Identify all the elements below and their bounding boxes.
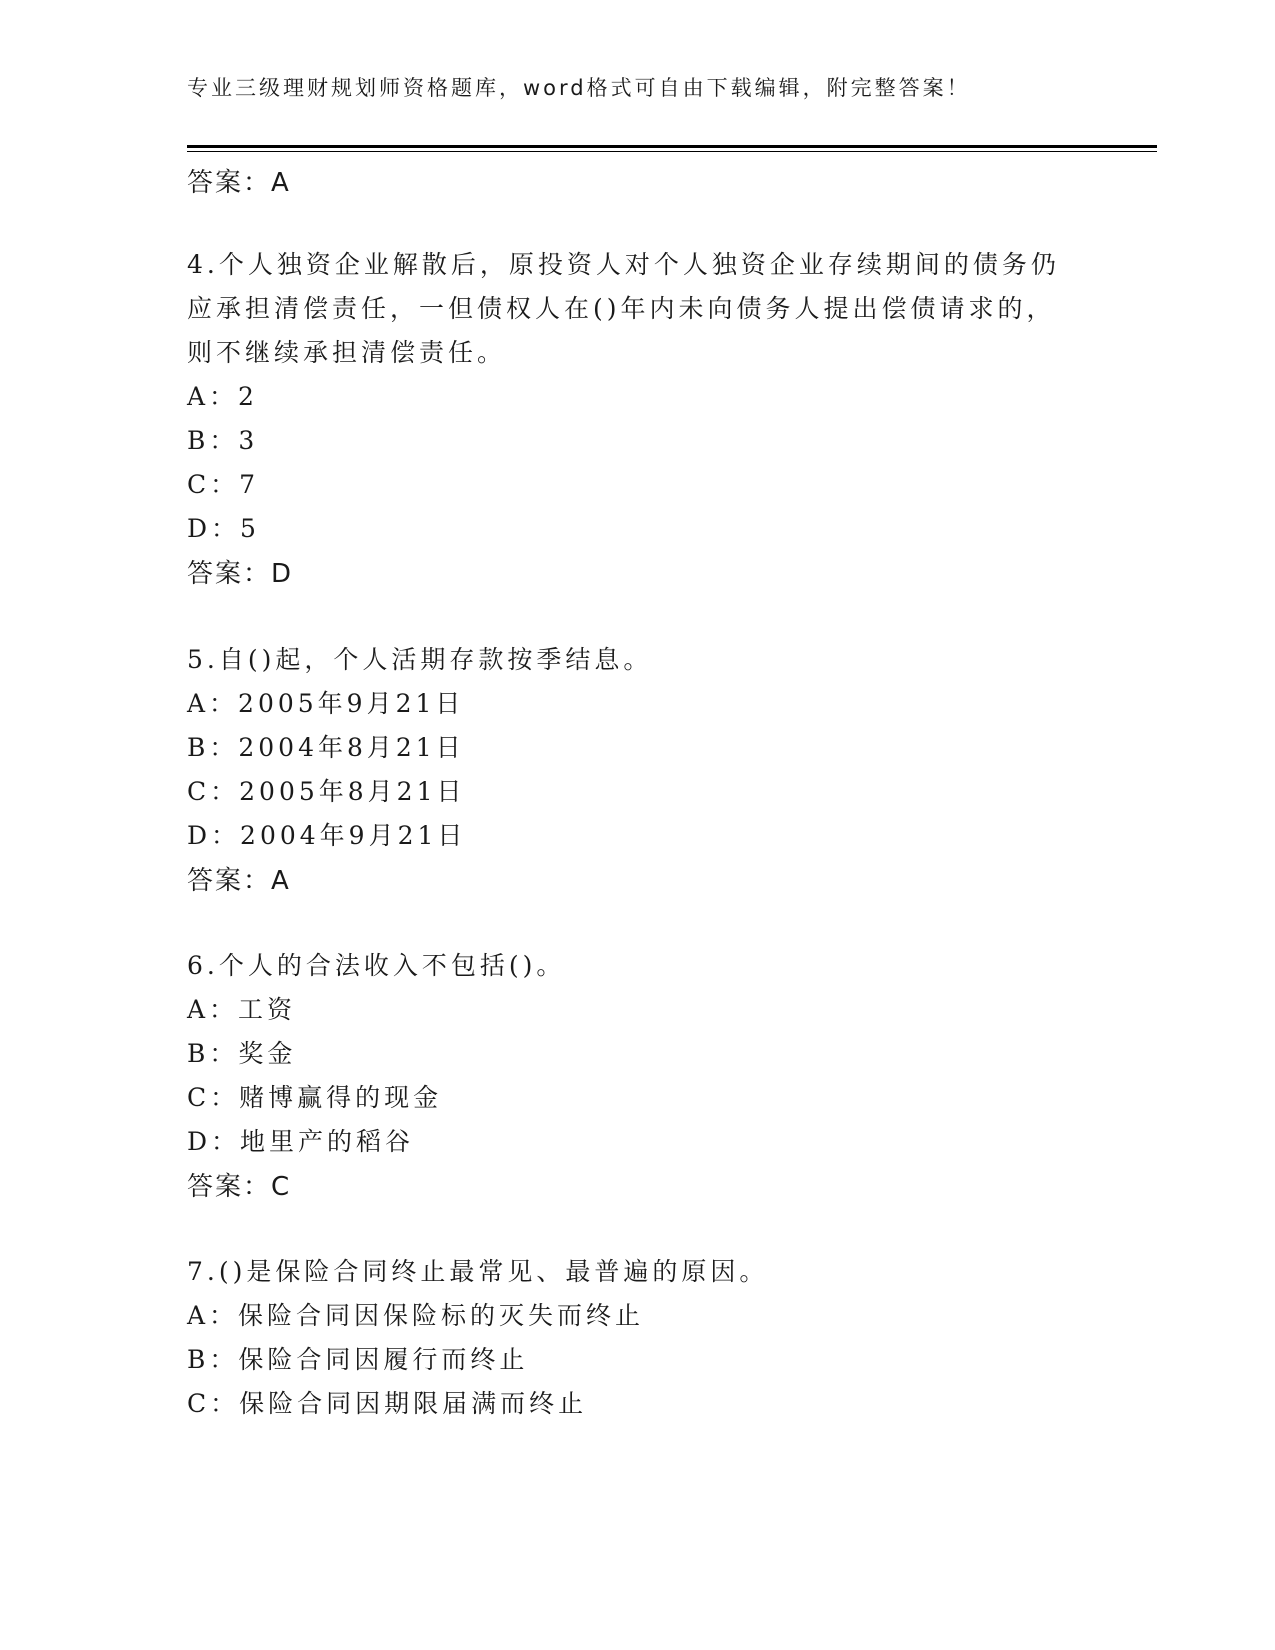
question-stem: 6.个人的合法收入不包括()。 [187,951,566,980]
option-d: D：2004年9月21日 [187,821,467,850]
option-b: B：3 [187,426,259,455]
option-c: C：2005年8月21日 [187,777,466,806]
answer-line: 答案：C [187,1172,292,1202]
option-b: B：保险合同因履行而终止 [187,1345,529,1374]
option-a: A：2005年9月21日 [187,689,465,718]
option-d: D：5 [187,514,260,543]
option-b: B：2004年8月21日 [187,733,465,762]
option-c: C：7 [187,470,260,499]
answer-line: 答案：A [187,168,291,198]
header-rule-thick [187,145,1157,148]
question-stem: 应承担清偿责任，一但债权人在()年内未向债务人提出偿债请求的， [187,294,1056,323]
answer-line: 答案：D [187,559,294,589]
option-a: A：2 [187,382,258,411]
option-d: D：地里产的稻谷 [187,1127,415,1156]
question-stem: 7.()是保险合同终止最常见、最普遍的原因。 [187,1257,769,1286]
answer-line: 答案：A [187,866,291,896]
option-a: A：保险合同因保险标的灭失而终止 [187,1301,645,1330]
question-stem: 4.个人独资企业解散后，原投资人对个人独资企业存续期间的债务仍 [187,250,1060,279]
option-c: C：保险合同因期限届满而终止 [187,1389,588,1418]
option-c: C：赌博赢得的现金 [187,1083,443,1112]
option-a: A：工资 [187,995,297,1024]
option-b: B：奖金 [187,1039,297,1068]
page-header: 专业三级理财规划师资格题库，word格式可自由下载编辑，附完整答案！ [187,76,971,100]
question-stem: 则不继续承担清偿责任。 [187,338,507,367]
header-rule-thin [187,151,1157,152]
question-stem: 5.自()起，个人活期存款按季结息。 [187,645,653,674]
